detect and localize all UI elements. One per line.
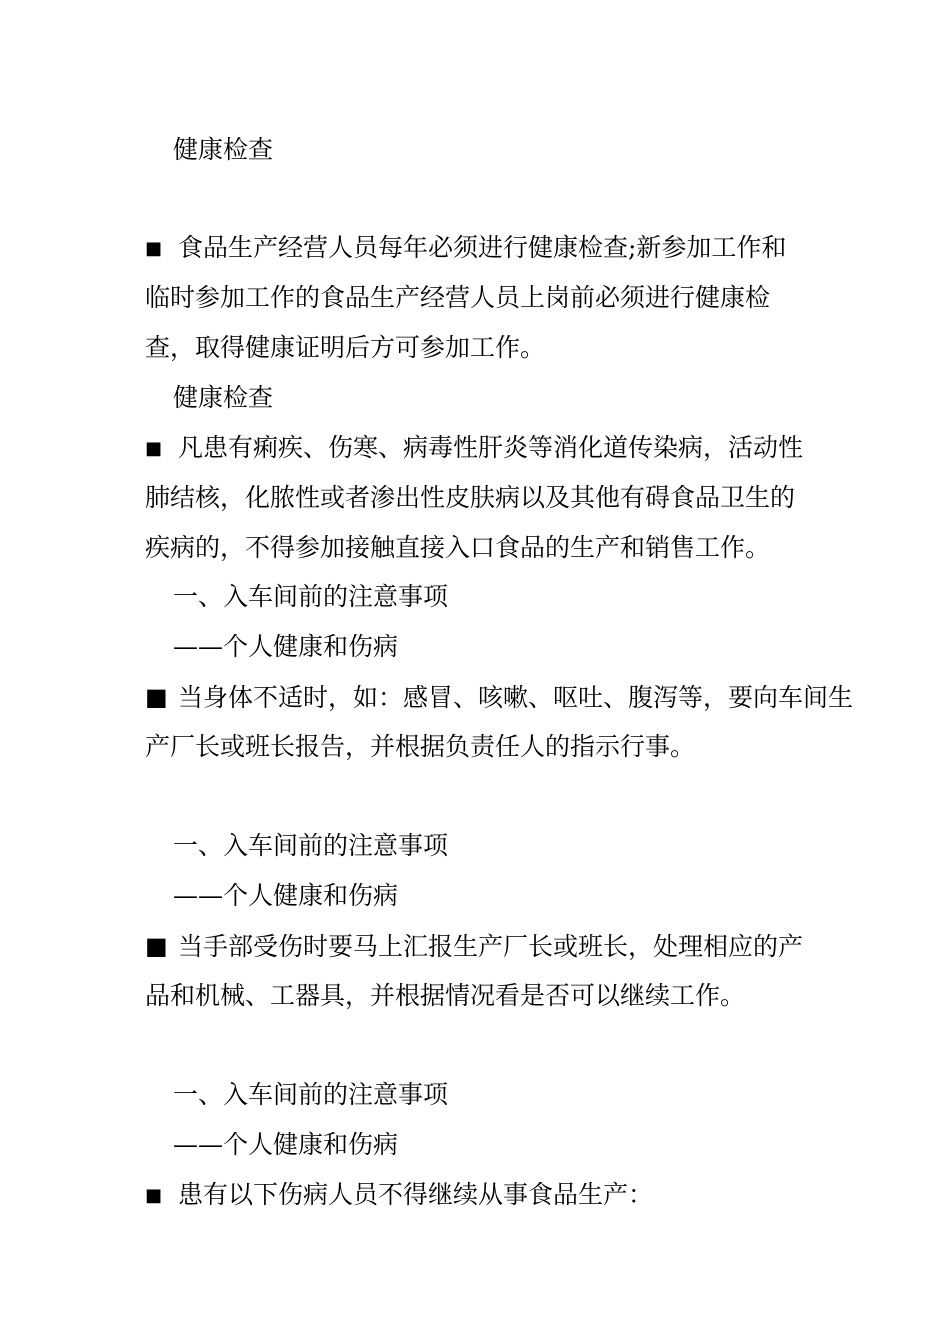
paragraph-line: 临时参加工作的食品生产经营人员上岗前必须进行健康检 (145, 283, 771, 312)
square-bullet-icon: ■ (145, 932, 168, 960)
square-bullet-icon: ■ (145, 438, 163, 459)
bullet-paragraph-line: ■ 患有以下伤病人员不得继续从事食品生产： (145, 1179, 653, 1212)
section-subheading: ——个人健康和伤病 (173, 1130, 399, 1159)
section-heading: 一、入车间前的注意事项 (173, 831, 449, 860)
bullet-paragraph-line: ■ 当身体不适时，如：感冒、咳嗽、呕吐、腹泻等，要向车间生 (145, 683, 854, 712)
paragraph-line: 疾病的，不得参加接触直接入口食品的生产和销售工作。 (145, 533, 771, 562)
bullet-paragraph-line: ■ 食品生产经营人员每年必须进行健康检查;新参加工作和 (145, 232, 786, 265)
section-heading: 健康检查 (173, 383, 274, 412)
paragraph-line: 肺结核，化脓性或者渗出性皮肤病以及其他有碍食品卫生的 (145, 483, 796, 512)
paragraph-line: 查，取得健康证明后方可参加工作。 (145, 333, 546, 362)
section-subheading: ——个人健康和伤病 (173, 632, 399, 661)
paragraph-line: 品和机械、工器具，并根据情况看是否可以继续工作。 (145, 981, 746, 1010)
square-bullet-icon: ■ (145, 238, 163, 259)
square-bullet-icon: ■ (145, 683, 168, 711)
section-subheading: ——个人健康和伤病 (173, 881, 399, 910)
square-bullet-icon: ■ (145, 1185, 163, 1206)
section-heading: 一、入车间前的注意事项 (173, 582, 449, 611)
section-heading: 健康检查 (173, 135, 274, 164)
bullet-paragraph-line: ■ 当手部受伤时要马上汇报生产厂长或班长，处理相应的产 (145, 932, 804, 961)
section-heading: 一、入车间前的注意事项 (173, 1080, 449, 1109)
paragraph-line: 产厂长或班长报告，并根据负责任人的指示行事。 (145, 732, 696, 761)
bullet-paragraph-line: ■ 凡患有痢疾、伤寒、病毒性肝炎等消化道传染病，活动性 (145, 432, 803, 465)
